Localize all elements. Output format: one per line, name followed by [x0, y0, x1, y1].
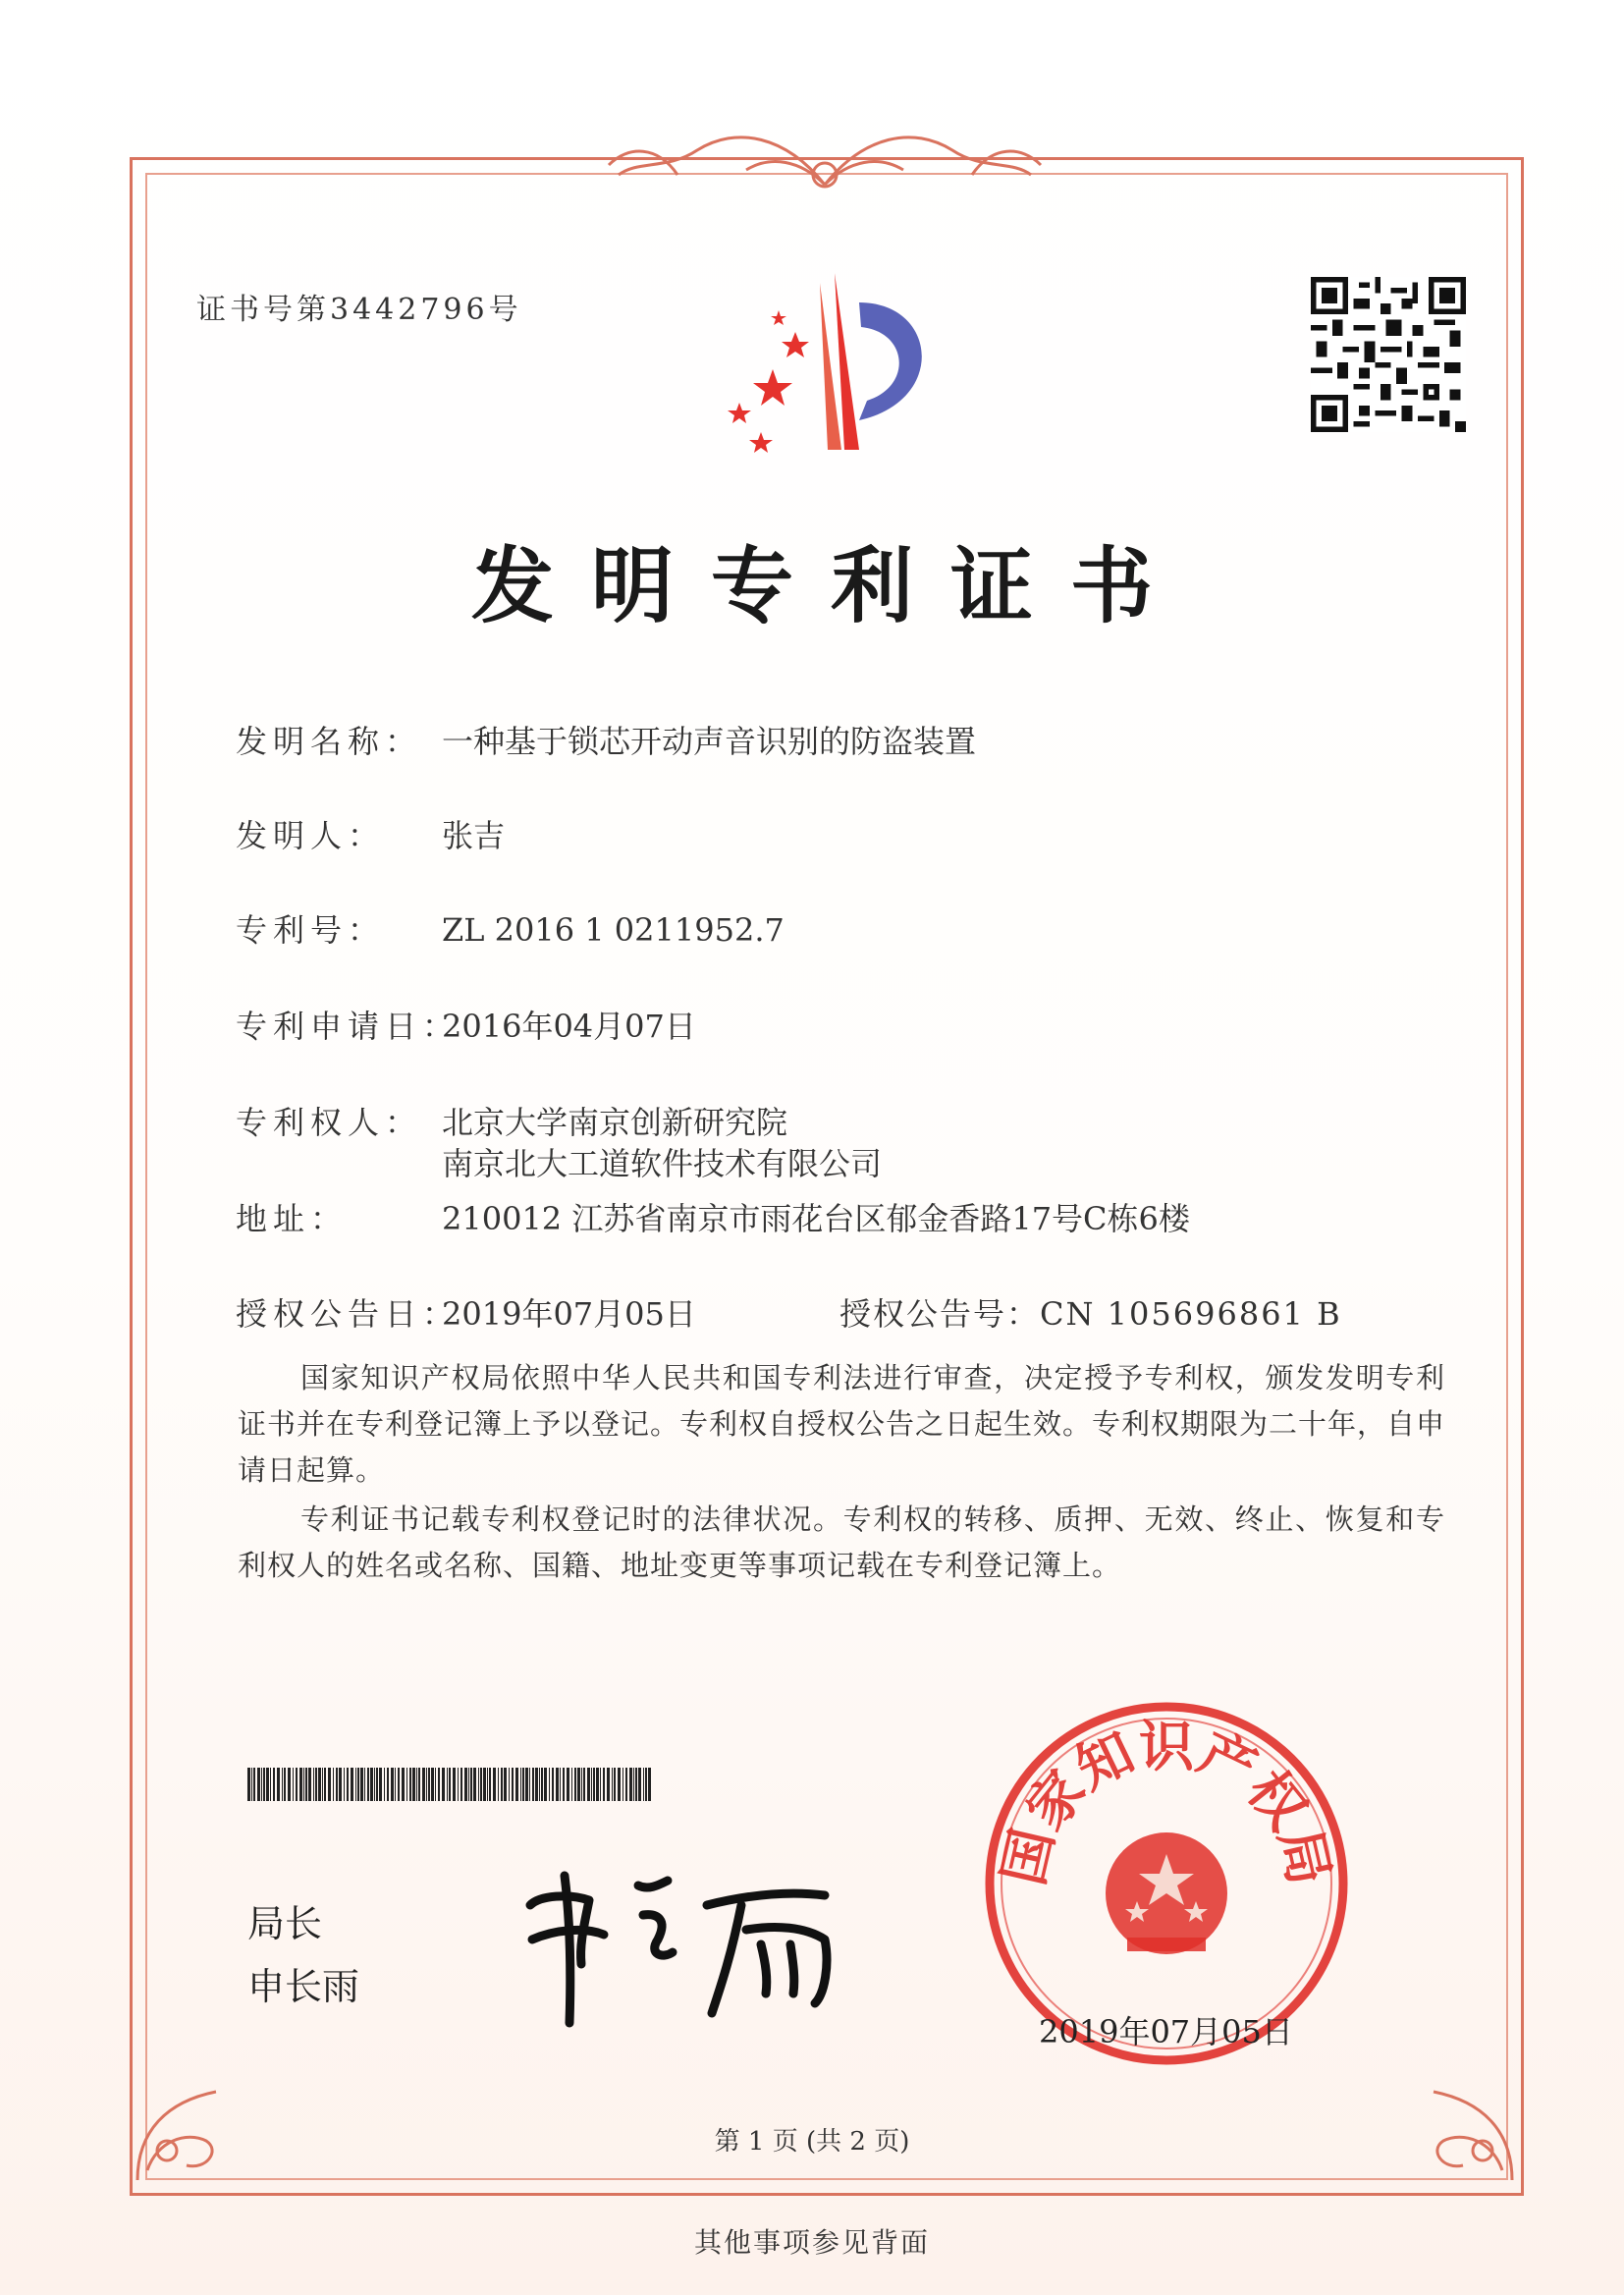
field-patent-no: [236, 905, 785, 951]
invention-name-value: 一种基于锁芯开动声音识别的防盗装置: [442, 723, 977, 760]
application-date-value: 2016年04月07日: [442, 1008, 696, 1045]
seal-text: 国家知识产权局: [992, 1716, 1341, 1891]
patent-no-label: 专利号：: [236, 911, 386, 949]
field-grant-no: [839, 1289, 1342, 1335]
patentee-label: 专利权人：: [236, 1104, 423, 1141]
director-title: 局长: [247, 1902, 323, 1945]
patent-no-value: ZL 2016 1 0211952.7: [442, 911, 785, 949]
page-number: 第 1 页 (共 2 页): [714, 2127, 910, 2157]
top-ornament-icon: [589, 116, 1060, 204]
qr-code-icon: [1311, 277, 1466, 432]
seal-date: 2019年07月05日: [1039, 2013, 1293, 2050]
field-invention-name: [236, 717, 976, 762]
field-application-date: [236, 1002, 696, 1047]
field-patentee: [236, 1098, 787, 1143]
grant-no-label: 授权公告号：: [839, 1295, 1041, 1333]
director-name: 申长雨: [247, 1965, 360, 2008]
inventor-value: 张吉: [442, 817, 506, 854]
application-date-label: 专利申请日：: [236, 1008, 460, 1045]
certificate-number: 证书号第3442796号: [196, 293, 522, 327]
signature-icon: [511, 1846, 864, 2033]
patentee-value-2: 南京北大工道软件技术有限公司: [442, 1145, 883, 1182]
cnipa-logo-icon: [712, 263, 957, 460]
address-label: 地址：: [236, 1200, 349, 1237]
body-paragraph-1: 国家知识产权局依照中华人民共和国专利法进行审查，决定授予专利权，颁发发明专利证书并在专利登记簿上予以登记。专利权自授权公告之日起生效。专利权期限为二十年，自申请日起算。: [238, 1361, 1446, 1487]
field-grant-date: [236, 1289, 696, 1335]
footer-note: 其他事项参见背面: [693, 2226, 930, 2259]
field-inventor: [236, 811, 505, 856]
grant-date-label: 授权公告日：: [236, 1295, 460, 1333]
field-address: [236, 1194, 1190, 1239]
address-value: 210012 江苏省南京市雨花台区郁金香路17号C栋6楼: [442, 1200, 1190, 1237]
invention-name-label: 发明名称：: [236, 723, 423, 760]
inventor-label: 发明人：: [236, 817, 386, 854]
certificate-title: 发明专利证书: [470, 537, 1190, 634]
barcode-icon: [247, 1768, 656, 1801]
body-paragraph-2: 专利证书记载专利权登记时的法律状况。专利权的转移、质押、无效、终止、恢复和专利权人的姓名或名称、国籍、地址变更等事项记载在专利登记簿上。: [238, 1503, 1445, 1582]
patentee-value: 北京大学南京创新研究院: [442, 1104, 788, 1141]
grant-date-value: 2019年07月05日: [442, 1295, 696, 1333]
grant-no-value: CN 105696861 B: [1040, 1295, 1342, 1333]
